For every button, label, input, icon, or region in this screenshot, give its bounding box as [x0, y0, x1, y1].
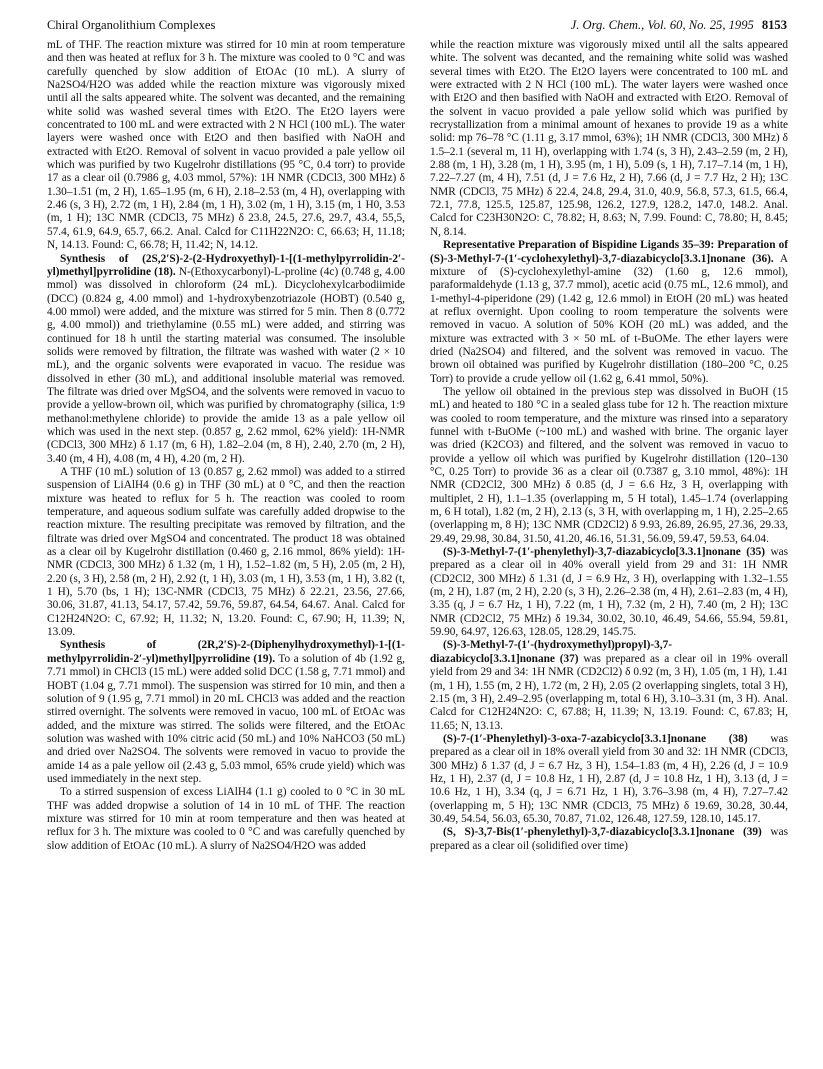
page-header	[47, 18, 787, 38]
left-column	[47, 39, 405, 853]
paragraph-text: while the reaction mixture was vigorously mixed until all the salts appeared white. The solvent was decanted, and the remaining white solid was washed several times with Et2O. The Et2O layers were concentrated to 100 mL and were extracted with 2 N HCl (100 mL). The water layers were washed once with Et2O and then basified with NaOH and extracted with Et2O. Removal of the solvent in vacuo provided a pale yellow solid which was purified by recrystallization from a minimal amount of hexanes to provide 19 as a white solid: mp 76–78 °C (1.11 g, 3.17 mmol, 63%); 1H NMR (CDCl3, 300 MHz) δ 1.5–2.1 (several m, 11 H), overlapping with 1.74 (s, 3 H), 2.43–2.59 (m, 2 H), 2.88 (m, 1 H), 3.28 (m, 1 H), 3.95 (m, 1 H), 5.09 (s, 1 H), 7.17–7.14 (m, 1 H), 7.22–7.27 (m, 4 H), 7.51 (d, J = 7.6 Hz, 2 H), 7.66 (d, J = 7.7 Hz, 2 H); 13C NMR (CDCl3, 75 MHz) δ 22.4, 24.8, 29.4, 31.0, 40.9, 56.8, 57.3, 61.5, 66.4, 72.1, 77.8, 125.5, 125.87, 125.98, 126.2, 127.9, 128.2, 147.0, 148.2. Anal. Calcd for C23H30N2O: C, 78.82; H, 8.63; N, 7.99. Found: C, 78.80; H, 8.45; N, 8.14.	[430, 39, 788, 238]
paragraph-heading: (S)-3-Methyl-7-(1′-phenylethyl)-3,7-diazabicyclo[3.3.1]nonane (35)	[443, 546, 766, 559]
paragraph-text: To a stirred suspension of excess LiAlH4 (1.1 g) cooled to 0 °C in 30 mL THF was added dropwise a solution of 14 in 10 mL of THF. The reaction mixture was stirred for 10 min at room temperature and then was heated at reflux for 3 h. The mixture was cooled to 0 °C and was carefully quenched by slow addition of EtOAc (10 mL). A slurry of Na2SO4/H2O was added	[47, 786, 405, 852]
right-column	[430, 39, 788, 853]
paragraph-heading: (S)-3-Methyl-7-(1′-(hydroxymethyl)propyl)-3,7-diazabicyclo[3.3.1]nonane (37)	[430, 639, 672, 665]
journal-name: J. Org. Chem., Vol. 60, No. 25, 1995	[570, 18, 754, 32]
paragraph-text: mL of THF. The reaction mixture was stirred for 10 min at room temperature and then was heated at reflux for 3 h. The mixture was cooled to 0 °C and was carefully quenched by slow addition of EtOAc (10 mL). A slurry of Na2SO4/H2O was added while the reaction mixture was vigorously mixed until all the salts appeared white. The solvent was decanted, and the remaining white solid was washed several times with Et2O. The Et2O layers were concentrated to 100 mL and were extracted with 2 N HCl (100 mL). The water layers were washed once with Et2O and then basified with NaOH and extracted with Et2O. Removal of solvent in vacuo provided a pale yellow oil which was purified by two Kugelrohr distillations (95 °C, 0.4 torr) to provide 17 as a clear oil (0.7986 g, 4.03 mmol, 57%): 1H NMR (CDCl3, 300 MHz) δ 1.30–1.51 (m, 2 H), 1.65–1.95 (m, 6 H), 2.18–2.53 (m, 4 H), overlapping with 2.46 (s, 3 H), 2.72 (m, 1 H), 2.84 (m, 1 H), 3.02 (m, 1 H), 3.15 (m, 1 H0, 3.53 (m, 1 H); 13C NMR (CDCl3, 75 MHz) δ 23.8, 24.5, 27.6, 29.7, 43.4, 55,5, 57.4, 61.9, 64.9, 65.7, 66.2. Anal. Calcd for C11H22N2O: C, 66.63; H, 11.18; N, 14.13. Found: C, 66.78; H, 11.42; N, 14.12.	[47, 39, 405, 252]
paragraph-heading: (S, S)-3,7-Bis(1′-phenylethyl)-3,7-diazabicyclo[3.3.1]nonane (39)	[443, 826, 762, 839]
paragraph-text: was prepared as a clear oil in 18% overall yield from 30 and 32: 1H NMR (CDCl3, 300 MHz) δ 1.37 (d, J = 6.7 Hz, 3 H), 1.54–1.83 (m, 4 H), 2.26 (d, J = 10.9 Hz, 1 H), 2.37 (d, J = 10.8 Hz, 1 H), 2.87 (d, J = 10.8 Hz, 1 H), 3.13 (d, J = 10.6 Hz, 1 H), 3.34 (q, J = 6.71 Hz, 1 H), 3.76–3.98 (m, 4 H), 7.27–7.42 (overlapping m, 5 H); 13C NMR (CDCl3, 75 MHz) δ 19.69, 30.28, 30.44, 30.49, 54.54, 56.03, 65.30, 70.87, 71.02, 126.48, 127.59, 128.10, 145.17.	[430, 732, 788, 825]
paragraph	[430, 826, 788, 853]
paragraph-heading: Synthesis of (2S,2′S)-2-(2-Hydroxyethyl)-1-[(1-methylpyrrolidin-2′-yl)methyl]pyrrolidine (18).	[47, 252, 405, 278]
paragraph	[430, 39, 788, 239]
paragraph	[47, 639, 405, 786]
paragraph	[47, 786, 405, 853]
paragraph-heading: (S)-7-(1′-Phenylethyl)-3-oxa-7-azabicyclo[3.3.1]nonane (38)	[443, 732, 748, 745]
paragraph	[430, 386, 788, 546]
paragraph	[47, 466, 405, 639]
paragraph	[47, 39, 405, 253]
paragraph	[47, 253, 405, 467]
paragraph	[430, 639, 788, 732]
paragraph	[430, 733, 788, 826]
paragraph-heading: Representative Preparation of Bispidine Ligands 35–39: Preparation of (S)-3-Methyl-7-(1′-cyclohexylethyl)-3,7-diazabicyclo[3.3.1]nonane (36).	[430, 239, 788, 265]
paragraph	[430, 239, 788, 386]
paragraph-text: was prepared as a clear oil in 19% overall yield from 29 and 34: 1H NMR (CD2Cl2) δ 0.92 (m, 3 H), 1.05 (m, 1 H), 1.41 (m, 1 H), 1.55 (m, 2 H), 1.72 (m, 2 H), 2.05 (2 overlapping singlets, total 3 H), 2.15 (m, 3 H), 2.49–2.95 (overlapping m, total 6 H), 3.10–3.31 (m, 3 H). Anal. Calcd for C12H24N2O: C, 67.88; H, 11.39; N, 13.19. Found: C, 67.83; H, 11.65; N, 13.13.	[430, 652, 789, 732]
paragraph-text: was prepared as a clear oil (solidified over time)	[430, 826, 788, 852]
running-title: Chiral Organolithium Complexes	[47, 18, 216, 32]
paragraph-text: A mixture of (S)-cyclohexylethyl-amine (32) (1.60 g, 12.6 mmol), paraformaldehyde (1.13 g, 37.7 mmol), acetic acid (0.75 mL, 12.6 mmol), and 1-methyl-4-piperidone (29) (1.42 g, 12.6 mmol) in EtOH (20 mL) was heated at reflux overnight. Upon cooling to room temperature the solvents were removed in vacuo. A solution of 50% KOH (20 mL) was added, and the mixture was extracted with 3 × 50 mL of t-BuOMe. The ether layers were dried (Na2SO4) and filtered, and the solvent was removed in vacuo. The brown oil obtained was purified by Kugelrohr distillation (180–200 °C, 0.25 Torr) to provide a crude yellow oil (1.62 g, 6.41 mmol, 50%).	[430, 252, 789, 385]
paragraph-heading: Synthesis of (2R,2′S)-2-(Diphenylhydroxymethyl)-1-[(1-methylpyrrolidin-2′-yl)methyl]pyrrolidine (19).	[47, 639, 405, 665]
paragraph-text: To a solution of 4b (1.92 g, 7.71 mmol) in CHCl3 (15 mL) were added solid DCC (1.58 g, 7.71 mmol) and HOBT (1.04 g, 7.71 mmol). The suspension was stirred for 10 min, and then a solution of 9 (1.95 g, 7.71 mmol) in 20 mL CHCl3 was added and the reaction stirred overnight. The solvents were removed in vacuo, 100 mL of EtOAc was added, and the mixture was stirred. The solids were filtered, and the EtOAc solution was washed with 10% citric acid (50 mL) and 10% NaHCO3 (50 mL) and dried over Na2SO4. The solvents were removed in vacuo to provide the amide 14 as a pale yellow oil (2.43 g, 5.03 mmol, 65% crude yield) which was used immediately in the next step.	[47, 652, 406, 785]
paragraph-text: The yellow oil obtained in the previous step was dissolved in BuOH (15 mL) and heated to 180 °C in a sealed glass tube for 12 h. The reaction mixture was cooled to room temperature, and the mixture was rinsed into a separatory funnel with t-BuOMe (~100 mL) and washed with brine. The organic layer was dried (K2CO3) and filtered, and the solvent was removed in vacuo to provide a yellow oil which was purified by Kugelrohr distillation (120–130 °C, 0.25 Torr) to provide 36 as a clear oil (0.7387 g, 3.10 mmol, 48%): 1H NMR (CD2Cl2, 300 MHz) δ 0.85 (d, J = 6.6 Hz, 3 H, overlapping with multiplet, 2 H), 1.1–1.35 (overlapping m, 5 H total), 1.45–1.74 (overlapping m, 6 H total), 1.82 (m, 2 H), 2.13 (s, 3 H, with overlapping m, 1 H), 2.25–2.65 (overlapping m, 8 H); 13C NMR (CD2Cl2) δ 9.93, 26.89, 26.95, 27.36, 29.33, 29.49, 29.98, 30.84, 31.50, 41.20, 46.16, 51.31, 56.09, 59.47, 59.53, 64.04.	[430, 385, 788, 545]
paragraph	[430, 546, 788, 639]
paragraph-text: was prepared as a clear oil in 40% overall yield from 29 and 31: 1H NMR (CD2Cl2, 300 MHz) δ 1.31 (d, J = 6.9 Hz, 3 H), overlapping with 1.32–1.55 (m, 2 H), 1.87 (m, 2 H), 2.20 (s, 3 H), 2.26–2.38 (m, 4 H), 2.61–2.83 (m, 4 H), 3.35 (q, J = 6.7 Hz, 1 H), 7.22 (m, 1 H), 7.32 (m, 2 H), 7.40 (m, 2 H); 13C NMR (CD2Cl2, 75 MHz) δ 19.34, 30.02, 30.10, 46.49, 54.66, 55.94, 59.81, 59.90, 64.97, 126.63, 128.05, 128.29, 145.75.	[430, 546, 789, 639]
journal-citation	[571, 18, 787, 33]
paragraph-text: A THF (10 mL) solution of 13 (0.857 g, 2.62 mmol) was added to a stirred suspension of LiAlH4 (0.6 g) in THF (30 mL) at 0 °C, and then the reaction mixture was heated to reflux for 5 h. The reaction was cooled to room temperature, and aqueous sodium sulfate was carefully added dropwise to the reaction mixture. The resulting precipitate was removed by filtration, and the filtrate was dried over MgSO4 and concentrated. The product 18 was obtained as a clear oil by Kugelrohr distillation (0.460 g, 2.16 mmol, 86% yield): 1H-NMR (CDCl3, 300 MHz) δ 1.32 (m, 1 H), 1.52–1.82 (m, 5 H), 2.05 (m, 2 H), 2.20 (s, 3 H), 2.58 (m, 2 H), 2.92 (t, 1 H), 3.03 (m, 1 H), 3.53 (m, 1 H), 3.82 (t, 1 H), 5.70 (bs, 1 H); 13C-NMR (CDCl3, 75 MHz) δ 22.21, 23.56, 27.66, 30.06, 31.87, 41.13, 54.17, 57.42, 59.76, 59.87, 64.54, 64.67. Anal. Calcd for C12H24N2O: C, 67.92; H, 11.32; N, 13.20. Found: C, 67.90; H, 11.39; N, 13.09.	[47, 466, 405, 639]
page-number: 8153	[761, 18, 787, 32]
paragraph-text: N-(Ethoxycarbonyl)-L-proline (4c) (0.748 g, 4.00 mmol) was dissolved in chloroform (24 mL). Dicyclohexylcarbodiimide (DCC) (0.824 g, 4.00 mmol) and 1-hydroxybenzotriazole (HOBT) (0.540 g, 4.00 mmol) were added, and the mixture was stirred for 5 min. Then 8 (0.772 g, 4.00 mmol)) and triethylamine (0.55 mL) were added, and stirring was continued for 18 h until the starting material was consumed. The insoluble solids were removed by filtration, the filtrate was washed with water (2 × 10 mL), and the organic solvents were evaporated in vacuo. The residue was dissolved in ether (30 mL), and additional insoluble material was removed. The filtrate was dried over MgSO4, and the solvents were removed in vacuo to provide a yellow-brown oil, which was purified by chromatography (silica, 1:9 methanol:methylene chloride) to provide the amide 13 as a pale yellow oil which was used in the next step. (0.857 g, 2.62 mmol, 62% yield): 1H-NMR (CDCl3, 300 MHz) δ 1.17 (m, 6 H), 1.82–2.04 (m, 8 H), 2.40, 2.70 (m, 2 H), 3.40 (m, 4 H), 4.08 (m, 4 H), 4.20 (m, 2 H).	[47, 265, 406, 465]
